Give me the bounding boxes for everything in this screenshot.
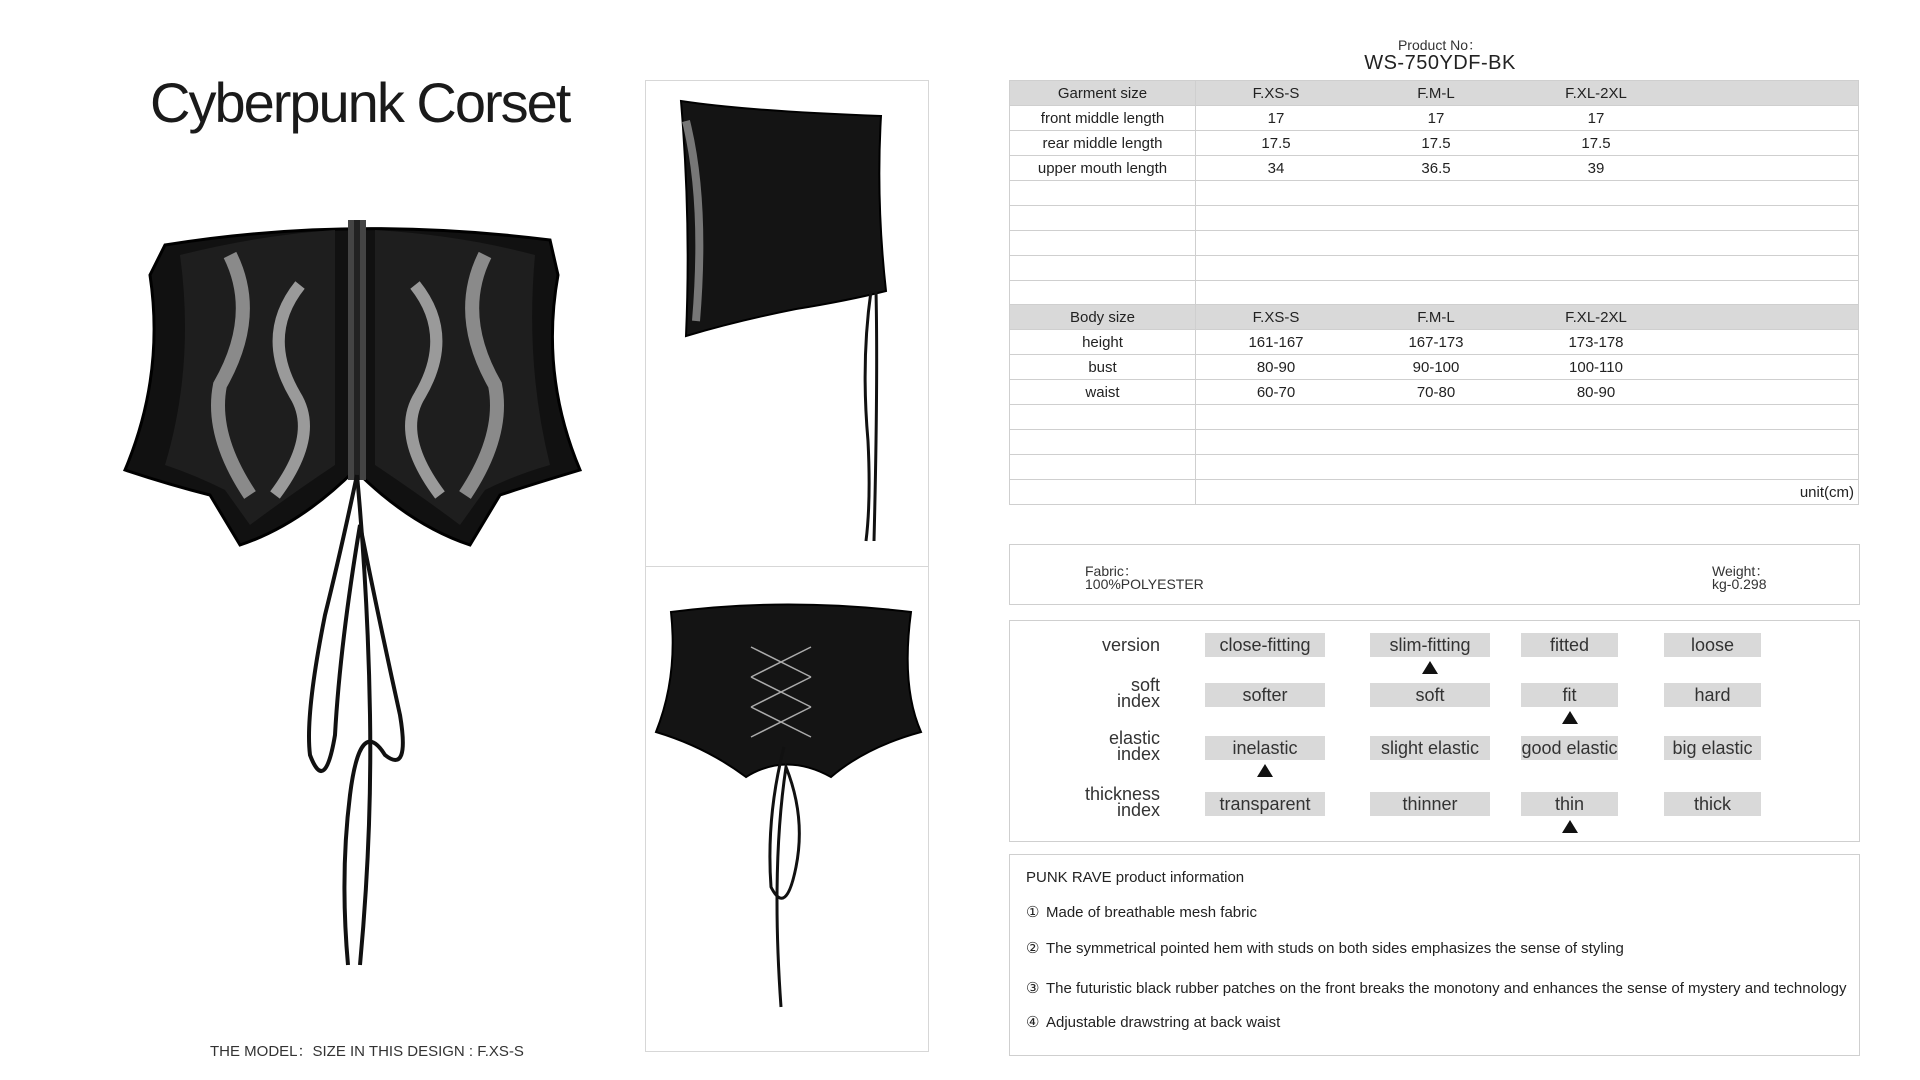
empty-row xyxy=(1010,256,1859,281)
index-option-chip: thick xyxy=(1664,792,1761,816)
info-item xyxy=(1026,903,1257,921)
empty-row xyxy=(1010,231,1859,256)
index-label xyxy=(1010,730,1160,762)
info-item-number: ④ xyxy=(1026,1014,1040,1031)
index-label-line: index xyxy=(1116,744,1160,764)
table-header-row xyxy=(1010,81,1859,106)
info-item-text: The futuristic black rubber patches on the front breaks the monotony and enhances the sense of mystery and technology xyxy=(1046,980,1847,997)
index-label-line: thickness xyxy=(1084,784,1160,804)
side-corset-image xyxy=(646,81,928,566)
index-label xyxy=(1010,637,1160,653)
table-cell: 161-167 xyxy=(1196,330,1357,355)
index-option-chip: big elastic xyxy=(1664,736,1761,760)
table-cell: 39 xyxy=(1516,156,1676,181)
header-cell: F.M-L xyxy=(1356,81,1516,106)
table-cell: 70-80 xyxy=(1356,380,1516,405)
index-label xyxy=(1010,786,1160,818)
row-label: height xyxy=(1010,330,1196,355)
empty-row xyxy=(1010,455,1859,480)
fabric-label: Fabric： xyxy=(1085,563,1138,579)
table-cell: 17.5 xyxy=(1196,131,1357,156)
info-item xyxy=(1026,979,1846,997)
info-item xyxy=(1026,939,1624,957)
back-corset-image xyxy=(646,567,928,1051)
empty-row xyxy=(1010,181,1859,206)
table-row xyxy=(1010,380,1859,405)
info-item-number: ① xyxy=(1026,904,1040,921)
info-item-number: ② xyxy=(1026,940,1040,957)
body-size-table xyxy=(1009,304,1859,505)
table-row xyxy=(1010,131,1859,156)
index-option-chip: fitted xyxy=(1521,633,1618,657)
table-cell: 34 xyxy=(1196,156,1357,181)
index-label-line: elastic xyxy=(1108,728,1160,748)
info-item xyxy=(1026,1013,1280,1031)
header-cell: F.XL-2XL xyxy=(1516,305,1676,330)
table-header-row xyxy=(1010,305,1859,330)
info-item-number: ③ xyxy=(1026,980,1040,997)
selected-indicator-icon xyxy=(1257,764,1273,777)
unit-label: unit(cm) xyxy=(1196,480,1859,505)
table-cell: 80-90 xyxy=(1516,380,1676,405)
index-label-line: index xyxy=(1116,691,1160,711)
selected-indicator-icon xyxy=(1562,820,1578,833)
index-option-chip: softer xyxy=(1205,683,1325,707)
index-option-chip: good elastic xyxy=(1521,738,1618,758)
row-label: front middle length xyxy=(1010,106,1196,131)
row-label: bust xyxy=(1010,355,1196,380)
index-label-line: index xyxy=(1116,800,1160,820)
table-row xyxy=(1010,355,1859,380)
weight-label: Weight： xyxy=(1712,563,1770,579)
info-title: PUNK RAVE product information xyxy=(1026,869,1245,886)
info-item-text: Adjustable drawstring at back waist xyxy=(1046,1014,1281,1031)
header-cell: Body size xyxy=(1010,305,1196,330)
product-title: Cyberpunk Corset xyxy=(150,71,570,134)
table-cell: 90-100 xyxy=(1356,355,1516,380)
index-option-chip: inelastic xyxy=(1205,736,1325,760)
product-info-box xyxy=(1009,854,1860,1056)
back-view-panel xyxy=(645,566,929,1052)
selected-indicator-icon xyxy=(1562,711,1578,724)
index-option-chip: soft xyxy=(1370,683,1490,707)
index-label xyxy=(1010,677,1160,709)
table-cell: 17.5 xyxy=(1356,131,1516,156)
index-option-chip: hard xyxy=(1664,683,1761,707)
garment-size-table xyxy=(1009,80,1859,306)
product-number: WS-750YDF-BK xyxy=(1364,52,1516,74)
table-row xyxy=(1010,330,1859,355)
info-item-text: The symmetrical pointed hem with studs on both sides emphasizes the sense of styling xyxy=(1046,940,1624,957)
index-option-chip: transparent xyxy=(1205,792,1325,816)
info-item-text: Made of breathable mesh fabric xyxy=(1046,904,1257,921)
header-cell: F.M-L xyxy=(1356,305,1516,330)
empty-row xyxy=(1010,281,1859,306)
row-label: rear middle length xyxy=(1010,131,1196,156)
table-cell: 17 xyxy=(1196,106,1357,131)
empty-row xyxy=(1010,430,1859,455)
index-option-chip: loose xyxy=(1664,633,1761,657)
fabric-value: 100%POLYESTER xyxy=(1085,576,1204,592)
header-cell: F.XS-S xyxy=(1196,305,1357,330)
table-cell: 17 xyxy=(1356,106,1516,131)
empty-row xyxy=(1010,405,1859,430)
empty-row xyxy=(1010,480,1859,505)
empty-row xyxy=(1010,206,1859,231)
table-cell: 17.5 xyxy=(1516,131,1676,156)
table-cell: 100-110 xyxy=(1516,355,1676,380)
index-option-chip: thin xyxy=(1521,792,1618,816)
table-cell: 173-178 xyxy=(1516,330,1676,355)
header-cell: F.XS-S xyxy=(1196,81,1357,106)
row-label: waist xyxy=(1010,380,1196,405)
table-cell: 60-70 xyxy=(1196,380,1357,405)
index-option-chip: fit xyxy=(1521,683,1618,707)
index-option-chip: slight elastic xyxy=(1370,736,1490,760)
table-cell: 167-173 xyxy=(1356,330,1516,355)
table-row xyxy=(1010,156,1859,181)
model-size-note: THE MODEL：SIZE IN THIS DESIGN : F.XS-S xyxy=(210,1043,524,1060)
table-row xyxy=(1010,106,1859,131)
header-cell: Garment size xyxy=(1010,81,1196,106)
fabric-weight-box xyxy=(1009,544,1860,605)
fit-index-box xyxy=(1009,620,1860,842)
front-corset-image xyxy=(110,195,610,975)
index-label-line: soft xyxy=(1130,675,1160,695)
table-cell: 17 xyxy=(1516,106,1676,131)
index-label-line: version xyxy=(1101,635,1160,655)
index-option-chip: slim-fitting xyxy=(1370,633,1490,657)
index-option-chip: thinner xyxy=(1370,792,1490,816)
weight-value: kg-0.298 xyxy=(1712,576,1767,592)
side-view-panel xyxy=(645,80,929,567)
index-option-chip: close-fitting xyxy=(1205,633,1325,657)
selected-indicator-icon xyxy=(1422,661,1438,674)
header-cell: F.XL-2XL xyxy=(1516,81,1676,106)
table-cell: 80-90 xyxy=(1196,355,1357,380)
product-no-label: Product No： xyxy=(1397,37,1483,53)
table-cell: 36.5 xyxy=(1356,156,1516,181)
row-label: upper mouth length xyxy=(1010,156,1196,181)
